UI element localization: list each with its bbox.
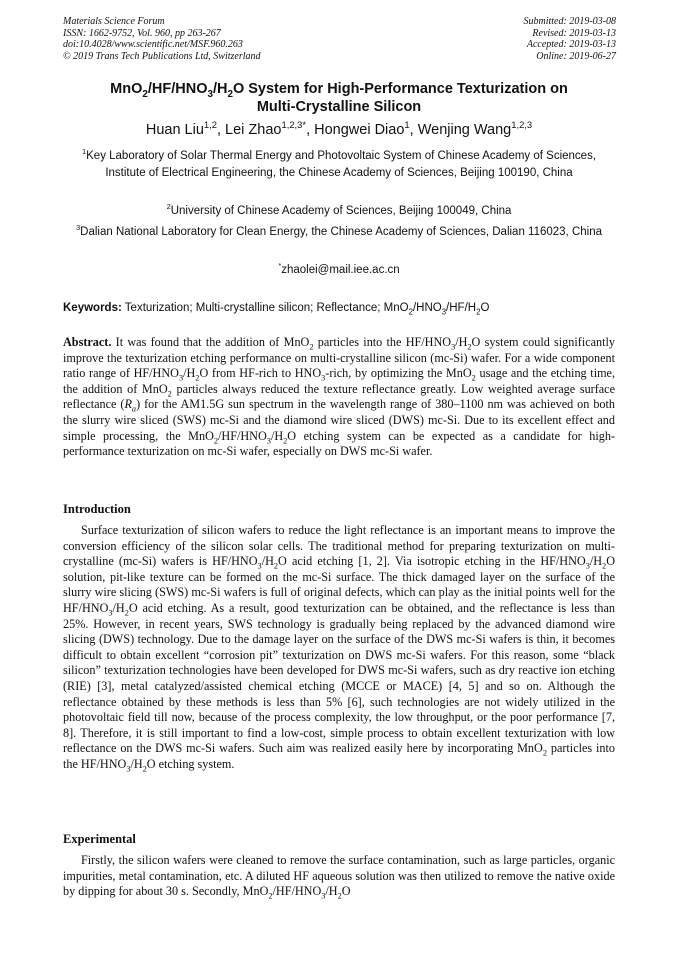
title-line-2: Multi-Crystalline Silicon <box>256 99 422 115</box>
author-name: Wenjing Wang <box>417 122 512 138</box>
title-line-1: $MnO_2/HF/HNO_3/H_2O$ System for High-Performance Texturization on <box>110 81 568 100</box>
author-name: Hongwei Diao <box>314 122 405 138</box>
abstract-label: Abstract. <box>63 335 112 349</box>
date-online: Online: 2019-06-27 <box>536 50 616 62</box>
journal-issn: ISSN: 1662-9752, Vol. 960, pp 263-267 <box>63 27 221 39</box>
paper-title <box>63 80 615 116</box>
journal-header-left <box>63 16 261 62</box>
date-revised: Revised: 2019-03-13 <box>532 27 616 39</box>
keywords: Keywords: Texturization; Multi-crystalline silicon; Reflectance; $MnO_2/HNO_3/HF/H_2O$ <box>63 302 490 317</box>
affiliation-2: $^2$University of Chinese Academy of Sciences, Beijing 100049, China <box>166 202 512 217</box>
keywords-label: Keywords: <box>63 302 122 314</box>
corresponding-email[interactable]: *zhaolei@mail.iee.ac.cn <box>278 261 400 276</box>
affiliation-3: $^3$Dalian National Laboratory for Clean Energy, the Chinese Academy of Sciences, Dalian 116023, China <box>75 223 602 238</box>
section-heading-introduction: Introduction <box>63 502 131 516</box>
journal-header-right <box>524 16 617 62</box>
introduction-paragraph: Surface texturization of silicon wafers to reduce the light reflectance is an important means to improve the conversion efficiency of the silicon solar cells. The traditional method for preparing texturization on multi-crystalline (mc-Si) wafers is $HF/HNO_3/H_2O$ acid etching [1, 2]. Via isotropic etching in the $HF/HNO_3/H_2O$ solution, pit-like texture can be formed on the mc-Si surface. The thick damaged layer on the surface of the slurry wire slicing (SWS) mc-Si wafers is full of original defects, which can play as the initial points well for the $HF/HNO_3/H_2O$ acid etching. As a result, good texturization can be obtained, and the reflectance is less than 25%. However, in recent years, SWS technology is gradually being replaced by the advanced diamond wire slicing (DWS) technology. Due to the damage layer on the surface of the DWS mc-Si wafers is thin, it becomes difficult to obtain excellent “corrosion pit” texturization on DWS mc-Si wafers. For this reason, some “black silicon” texturization technologies have been developed for DWS mc-Si wafers, such as dry reactive ion etching (RIE) [3], metal catalyzed/assisted chemical etching (MCCE or MACE) [4, 5] and so on. Although the reflectance obtained by these methods is less than 5% [6], such technologies are not widely utilized in the photovoltaic field till now, because of the process complexity, the low throughput, or the poor performance [7, 8]. Therefore, it is still important to find a low-cost, simple process to obtain excellent texturization with low reflectance on the DWS mc-Si wafers. Such aim was realized easily here by incorporating MnO$_2$ particles into the $HF/HNO_3/H_2O$ etching system. <box>63 523 615 774</box>
author-list: Huan Liu$^{1,2}$, Lei Zhao$^{1,2,3*}$, Hongwei Diao$^1$, Wenjing Wang$^{1,2,3}$ <box>145 119 533 138</box>
journal-name: Materials Science Forum <box>63 16 165 27</box>
date-submitted: Submitted: 2019-03-08 <box>523 16 616 27</box>
experimental-paragraph: Firstly, the silicon wafers were cleaned to remove the surface contamination, such as large particles, organic impurities, metal contamination, etc. A diluted HF aqueous solution was then utilized to remove the native oxide by dipping for about 30 s. Secondly, $MnO_2/HF/HNO_3/H_2O$ <box>63 853 615 901</box>
date-accepted: Accepted: 2019-03-13 <box>526 39 616 50</box>
journal-doi: doi:10.4028/www.scientific.net/MSF.960.263 <box>63 39 243 50</box>
section-heading-experimental: Experimental <box>63 832 136 846</box>
affiliation-1: $^1$Key Laboratory of Solar Thermal Energy and Photovoltaic System of Chinese Academy of Sciences, Institute of Electrical Engineering, the Chinese Academy of Sciences, Beijing 100190, China <box>81 147 597 179</box>
author-name: Huan Liu <box>145 122 204 138</box>
journal-copyright: © 2019 Trans Tech Publications Ltd, Switzerland <box>63 50 261 62</box>
abstract: Abstract. It was found that the addition of MnO$_2$ particles into the $HF/HNO_3/H_2O$ system could significantly improve the texturization etching performance on multi-crystalline silicon (mc-Si) wafer. For a wide component ratio range of $HF/HNO_3/H_2O$ from HF-rich to $HNO_3$-rich, by optimizing the MnO$_2$ usage and the etching time, the addition of MnO$_2$ particles always reduced the texture reflectance greatly. Low weighted average surface reflectance $(R_a)$ for the AM1.5G sun spectrum in the wavelength range of 380–1100 nm was achieved on both the slurry wire sliced (SWS) mc-Si and the diamond wire sliced (DWS) mc-Si. Due to its excellent effect and simple processing, the $MnO_2/HF/HNO_3/H_2O$ etching system can be expected as a candidate for high-performance texturization on mc-Si wafer, especially on DWS mc-Si wafer. <box>63 335 616 459</box>
author-name: Lei Zhao <box>225 122 282 138</box>
